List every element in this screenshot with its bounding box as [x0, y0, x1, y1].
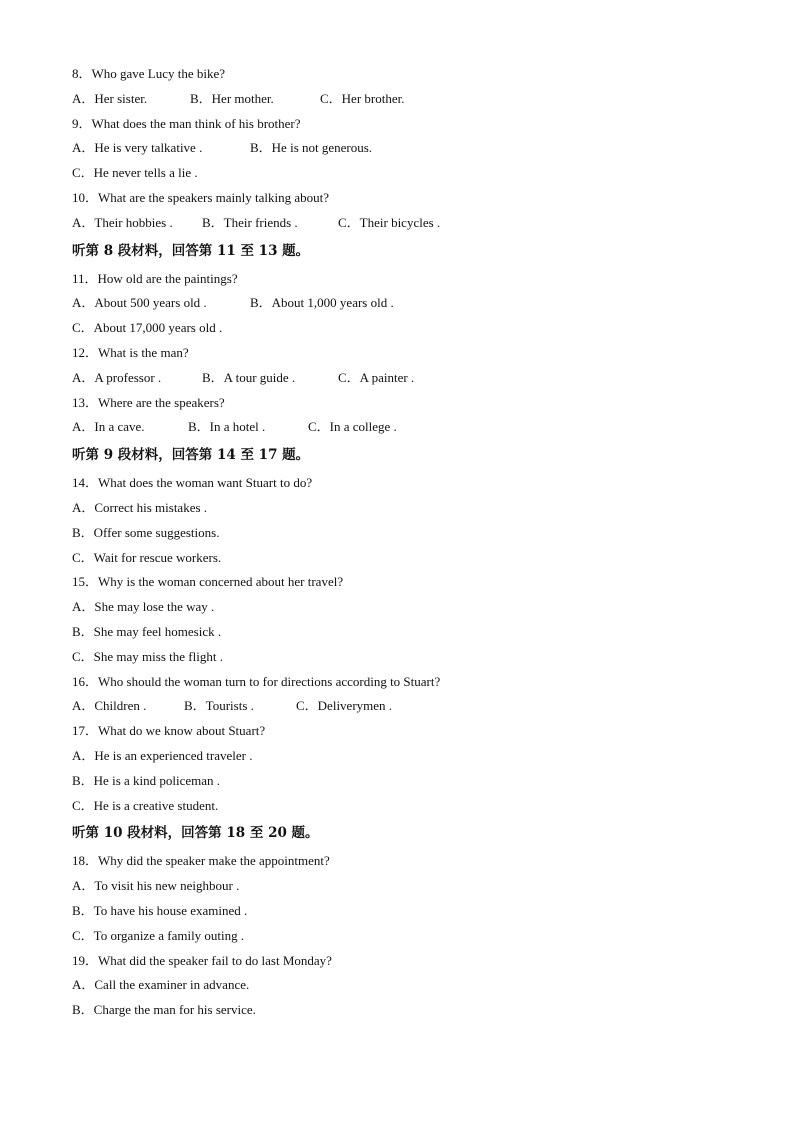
question-11: 11．How old are the paintings? — [72, 270, 238, 286]
option-10-b: B．Their friends . — [202, 214, 298, 230]
option-16-b: B．Tourists . — [184, 698, 254, 714]
options-10 — [72, 211, 752, 236]
question-19: 19．What did the speaker fail to do last Monday? — [72, 952, 332, 968]
option-15-c: C．She may miss the flight . — [72, 648, 223, 664]
option-12-b: B．A tour guide . — [202, 369, 296, 385]
option-17-a: A．He is an experienced traveler . — [72, 747, 253, 763]
option-15-b: B．She may feel homesick . — [72, 623, 222, 639]
option-8-a: A．Her sister. — [72, 90, 148, 106]
option-8-b: B．Her mother. — [190, 90, 274, 106]
section-heading-10: 听第 10 段材料，回答第 18 至 20 题。 — [72, 825, 319, 842]
option-19-b: B．Charge the man for his service. — [72, 1002, 256, 1018]
question-14: 14．What does the woman want Stuart to do? — [72, 475, 313, 491]
option-18-c: C．To organize a family outing . — [72, 927, 245, 943]
option-10-a: A．Their hobbies . — [72, 214, 173, 230]
options-8 — [72, 87, 752, 112]
question-8: 8．Who gave Lucy the bike? — [72, 66, 226, 81]
question-15: 15．Why is the woman concerned about her travel? — [72, 574, 344, 590]
option-11-a: A．About 500 years old . — [72, 295, 207, 311]
option-13-b: B．In a hotel . — [188, 419, 266, 435]
section-heading-8: 听第 8 段材料，回答第 11 至 13 题。 — [72, 242, 310, 259]
option-17-b: B．He is a kind policeman . — [72, 772, 221, 788]
option-13-c: C．In a college . — [308, 419, 397, 435]
option-11-c: C．About 17,000 years old . — [72, 320, 223, 336]
question-17: 17．What do we know about Stuart? — [72, 723, 266, 739]
option-15-a: A．She may lose the way . — [72, 599, 215, 615]
options-11 — [72, 291, 752, 316]
option-13-a: A．In a cave. — [72, 419, 145, 435]
option-9-b: B．He is not generous. — [250, 140, 373, 156]
option-18-b: B．To have his house examined . — [72, 902, 248, 918]
option-17-c: C．He is a creative student. — [72, 797, 219, 813]
options-9 — [72, 136, 752, 161]
option-11-b: B．About 1,000 years old . — [250, 295, 394, 311]
option-12-c: C．A painter . — [338, 369, 415, 385]
option-18-a: A．To visit his new neighbour . — [72, 878, 240, 894]
options-16 — [72, 694, 752, 719]
option-14-c: C．Wait for rescue workers. — [72, 549, 222, 565]
option-10-c: C．Their bicycles . — [338, 214, 441, 230]
option-9-a: A．He is very talkative . — [72, 140, 203, 156]
options-12 — [72, 366, 752, 391]
option-16-c: C．Deliverymen . — [296, 698, 393, 714]
option-8-c: C．Her brother. — [320, 90, 405, 106]
option-12-a: A．A professor . — [72, 369, 162, 385]
option-9-c: C．He never tells a lie . — [72, 165, 198, 181]
question-10: 10．What are the speakers mainly talking about? — [72, 189, 330, 205]
question-9: 9．What does the man think of his brother? — [72, 115, 301, 131]
option-14-b: B．Offer some suggestions. — [72, 524, 220, 540]
options-13 — [72, 415, 752, 440]
option-14-a: A．Correct his mistakes . — [72, 499, 208, 515]
question-13: 13．Where are the speakers? — [72, 394, 225, 410]
question-12: 12．What is the man? — [72, 344, 189, 360]
option-19-a: A．Call the examiner in advance. — [72, 977, 250, 993]
question-18: 18．Why did the speaker make the appointment? — [72, 853, 330, 869]
section-heading-9: 听第 9 段材料，回答第 14 至 17 题。 — [72, 447, 310, 464]
question-16: 16．Who should the woman turn to for directions according to Stuart? — [72, 673, 441, 689]
exam-page — [72, 62, 752, 1023]
option-16-a: A．Children . — [72, 698, 147, 714]
